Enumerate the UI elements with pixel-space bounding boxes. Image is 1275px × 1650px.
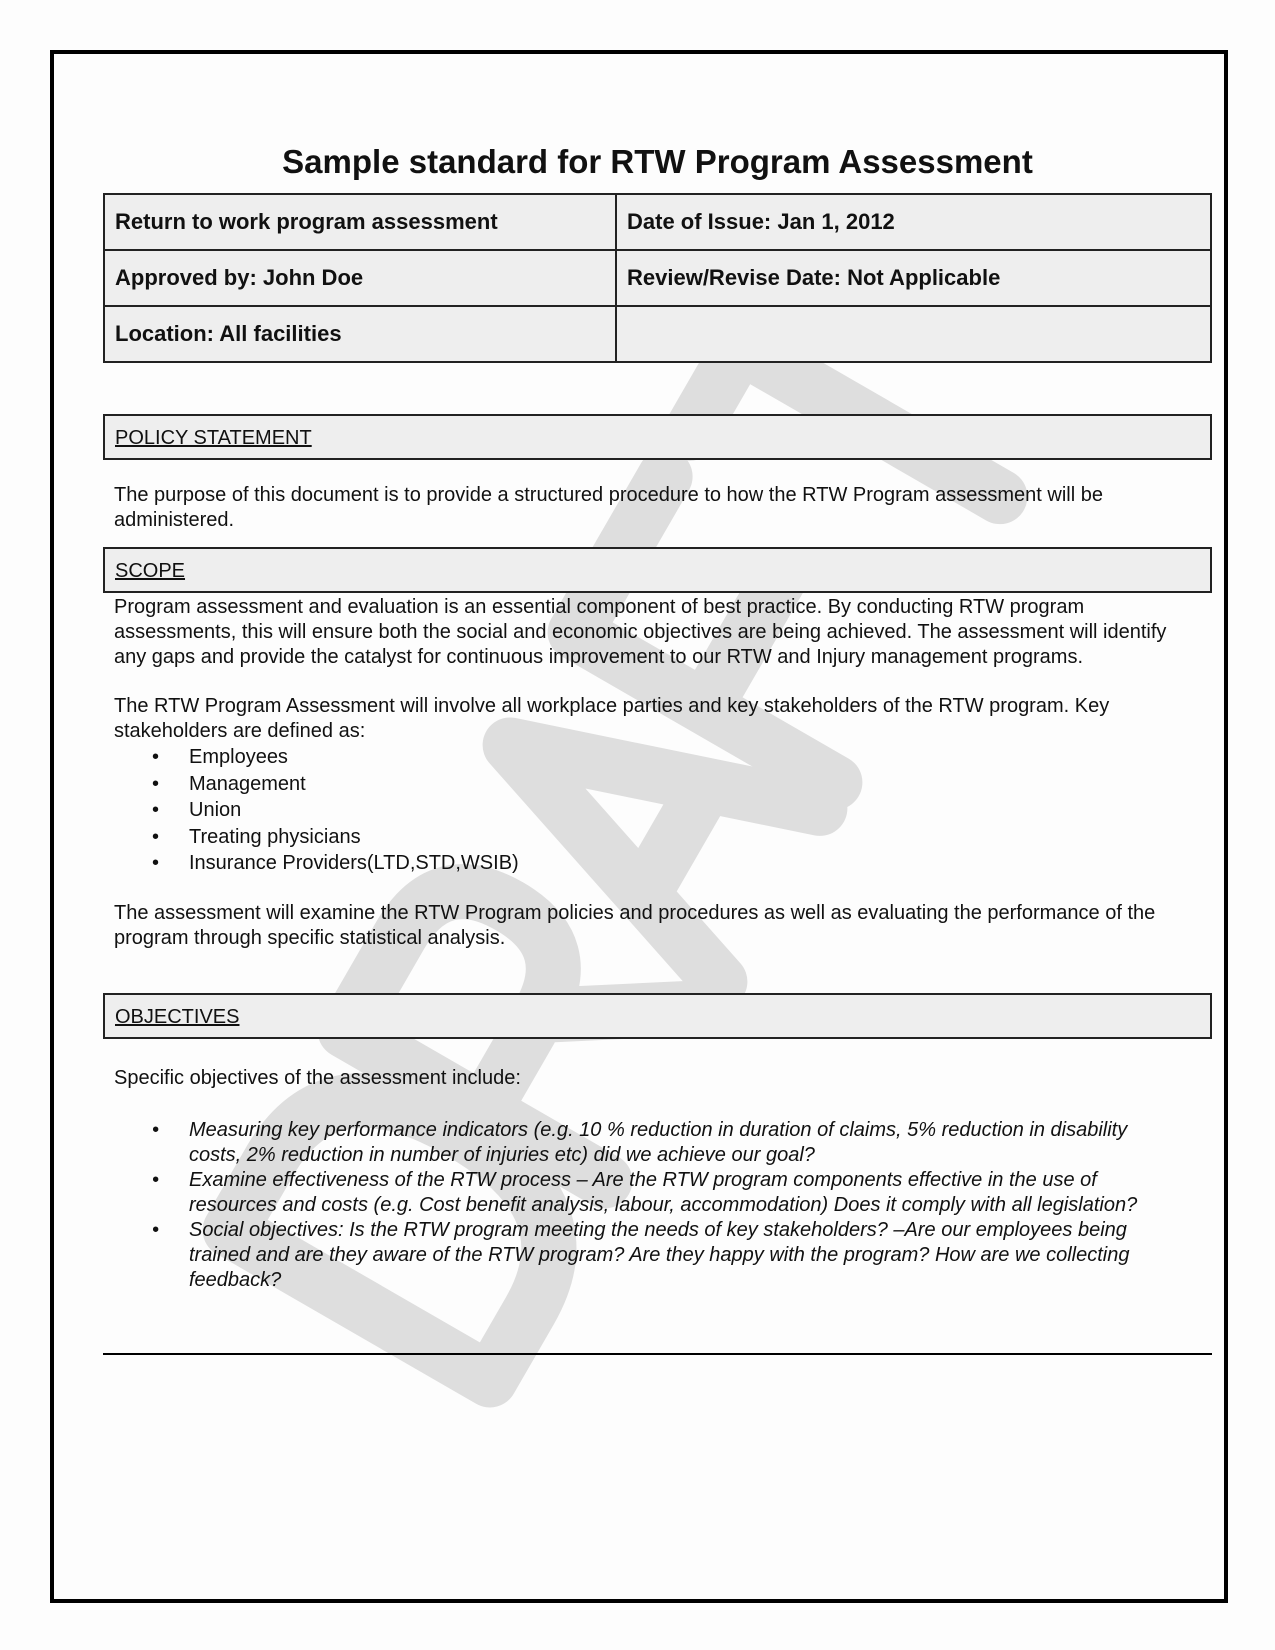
document-body [103,142,1212,1355]
header-cell: Return to work program assessment [104,194,616,250]
stakeholder-list [114,744,1184,877]
policy-heading-box [103,414,1212,460]
list-item: • Examine effectiveness of the RTW process – Are the RTW program components effective in the use of resources and costs (e.g. Cost benefit analysis, labour, accommodation) Does it comply with all legislation? [114,1168,1184,1218]
objectives-list [114,1118,1184,1293]
list-item: • Insurance Providers(LTD,STD,WSIB) [114,850,1184,877]
header-cell: Approved by: John Doe [104,250,616,306]
objectives-intro: Specific objectives of the assessment include: [114,1066,521,1089]
document-title: Sample standard for RTW Program Assessment [282,143,1033,180]
header-cell [616,306,1211,362]
header-cell: Location: All facilities [104,306,616,362]
policy-heading: POLICY STATEMENT [115,427,312,449]
list-item: • Employees [114,744,1184,771]
list-item: • Treating physicians [114,824,1184,851]
policy-text: The purpose of this document is to provide a structured procedure to how the RTW Program assessment will be administered. [114,484,1103,531]
header-cell: Date of Issue: Jan 1, 2012 [616,194,1211,250]
header-cell: Review/Revise Date: Not Applicable [616,250,1211,306]
scope-heading-box [103,547,1212,593]
list-item: • Measuring key performance indicators (e.g. 10 % reduction in duration of claims, 5% reduction in disability costs, 2% reduction in number of injuries etc) did we achieve our goal? [114,1118,1184,1168]
scope-heading: SCOPE [115,560,186,582]
objectives-heading: OBJECTIVES [115,1005,240,1028]
header-table [103,193,1212,363]
list-item: • Social objectives: Is the RTW program meeting the needs of key stakeholders? –Are our employees being trained and are they aware of the RTW program? Are they happy with the program? How are we collecting feedback? [114,1218,1184,1293]
scope-para-3: The assessment will examine the RTW Program policies and procedures as well as evaluating the performance of the program through specific statistical analysis. [114,901,1156,949]
objectives-heading-box [103,993,1212,1039]
scope-para-1: Program assessment and evaluation is an essential component of best practice. By conducting RTW program assessments, this will ensure both the social and economic objectives are being achieved. The assessment will identify any gaps and provide the catalyst for continuous improvement to our RTW and Injury management programs. [114,596,1167,668]
scope-para-2: The RTW Program Assessment will involve all workplace parties and key stakeholders of the RTW program. Key stakeholders are defined as: [114,695,1110,742]
footer-rule [103,1353,1212,1355]
list-item: • Union [114,797,1184,824]
list-item: • Management [114,771,1184,798]
